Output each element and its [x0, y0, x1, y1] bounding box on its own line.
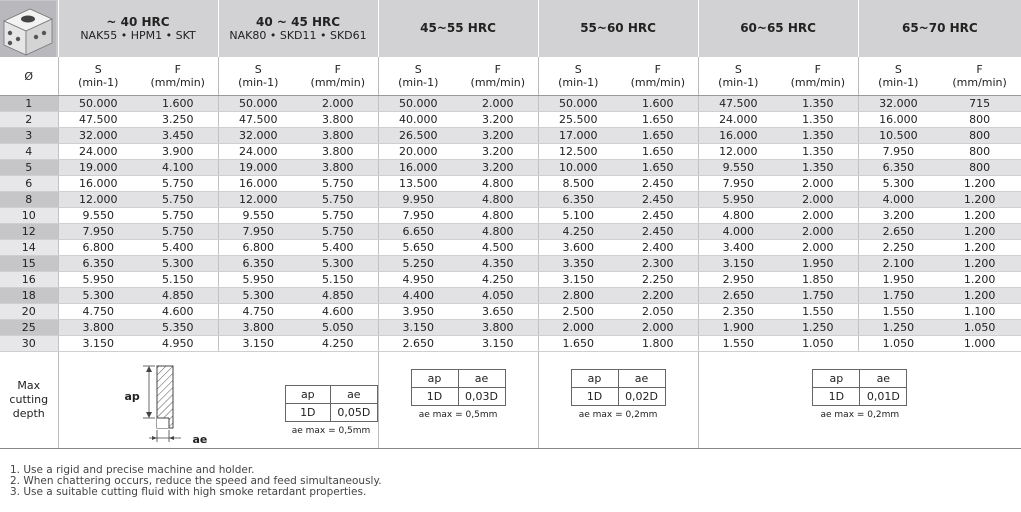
feed-cell: 3.200: [458, 144, 538, 160]
speed-cell: 4.250: [538, 224, 618, 240]
speed-cell: 3.800: [58, 320, 138, 336]
depth-spec-table: ap ae 1D 0,02D: [571, 369, 666, 406]
feed-cell: 4.100: [138, 160, 218, 176]
table-row: [0, 112, 1021, 128]
speed-cell: 5.300: [218, 288, 298, 304]
diameter-cell: 18: [0, 288, 58, 304]
feed-cell: 2.450: [618, 224, 698, 240]
note-1: 1. Use a rigid and precise machine and holder.: [10, 464, 255, 476]
speed-cell: 10.500: [858, 128, 938, 144]
feed-cell: 2.450: [618, 192, 698, 208]
feed-cell: 3.800: [298, 144, 378, 160]
diameter-cell: 8: [0, 192, 58, 208]
feed-cell: 2.250: [618, 272, 698, 288]
feed-cell: 1.350: [778, 144, 858, 160]
speed-cell: 26.500: [378, 128, 458, 144]
table-row: [0, 144, 1021, 160]
feed-cell: 4.500: [458, 240, 538, 256]
feed-cell: 4.800: [458, 224, 538, 240]
feed-column-header: F (mm/min): [618, 57, 698, 96]
speed-cell: 50.000: [378, 96, 458, 112]
feed-cell: 1.200: [938, 224, 1021, 240]
feed-cell: 5.750: [138, 224, 218, 240]
diameter-cell: 30: [0, 336, 58, 352]
feed-cell: 3.900: [138, 144, 218, 160]
feed-cell: 4.600: [138, 304, 218, 320]
speed-cell: 1.750: [858, 288, 938, 304]
feed-cell: 4.800: [458, 208, 538, 224]
speed-column-header: S (min-1): [58, 57, 138, 96]
feed-cell: 5.150: [138, 272, 218, 288]
feed-cell: 5.750: [298, 224, 378, 240]
speed-column-header: S (min-1): [698, 57, 778, 96]
table-row: [0, 208, 1021, 224]
speed-cell: 24.000: [58, 144, 138, 160]
speed-cell: 10.000: [538, 160, 618, 176]
speed-cell: 19.000: [58, 160, 138, 176]
speed-cell: 5.300: [58, 288, 138, 304]
ae-max-note: ae max = 0,2mm: [820, 409, 900, 420]
feed-cell: 1.050: [778, 336, 858, 352]
speed-cell: 2.100: [858, 256, 938, 272]
speed-cell: 3.150: [218, 336, 298, 352]
speed-column-header: S (min-1): [378, 57, 458, 96]
speed-cell: 2.500: [538, 304, 618, 320]
feed-cell: 4.250: [458, 272, 538, 288]
diameter-cell: 1: [0, 96, 58, 112]
feed-cell: 1.600: [618, 96, 698, 112]
speed-cell: 4.750: [58, 304, 138, 320]
speed-cell: 7.950: [698, 176, 778, 192]
feed-cell: 2.000: [618, 320, 698, 336]
speed-column-header: S (min-1): [218, 57, 298, 96]
depth-spec-3: [539, 369, 698, 422]
feed-cell: 2.050: [618, 304, 698, 320]
feed-cell: 1.200: [938, 256, 1021, 272]
speed-cell: 32.000: [218, 128, 298, 144]
speed-cell: 9.950: [378, 192, 458, 208]
feed-column-header: F (mm/min): [458, 57, 538, 96]
group-header-2: 40 ~ 45 HRC NAK80 • SKD11 • SKD61: [218, 0, 378, 57]
feed-cell: 5.750: [298, 192, 378, 208]
group-header-6: 65~70 HRC: [858, 0, 1021, 57]
diagram-ae-label: ae: [192, 433, 208, 446]
feed-cell: 5.050: [298, 320, 378, 336]
speed-cell: 12.000: [218, 192, 298, 208]
speed-cell: 3.150: [58, 336, 138, 352]
speed-cell: 47.500: [218, 112, 298, 128]
speed-cell: 2.650: [858, 224, 938, 240]
diagram-ap-label: ap: [124, 390, 140, 403]
feed-cell: 2.200: [618, 288, 698, 304]
speed-cell: 6.350: [218, 256, 298, 272]
feed-cell: 2.400: [618, 240, 698, 256]
depth-spec-4: [699, 369, 1021, 422]
feed-cell: 2.000: [778, 176, 858, 192]
group-header-3: 45~55 HRC: [378, 0, 538, 57]
table-row: [0, 336, 1021, 352]
speed-cell: 1.650: [538, 336, 618, 352]
speed-cell: 7.950: [218, 224, 298, 240]
speed-cell: 6.350: [538, 192, 618, 208]
speed-cell: 1.550: [858, 304, 938, 320]
speed-cell: 2.350: [698, 304, 778, 320]
diameter-cell: 5: [0, 160, 58, 176]
speed-cell: 3.800: [218, 320, 298, 336]
diameter-cell: 10: [0, 208, 58, 224]
diameter-cell: 16: [0, 272, 58, 288]
speed-cell: 2.250: [858, 240, 938, 256]
feed-cell: 3.650: [458, 304, 538, 320]
feed-cell: 715: [938, 96, 1021, 112]
speed-cell: 32.000: [58, 128, 138, 144]
speed-cell: 3.150: [698, 256, 778, 272]
note-2: 2. When chattering occurs, reduce the speed and feed simultaneously.: [10, 475, 382, 487]
feed-cell: 1.100: [938, 304, 1021, 320]
speed-cell: 16.000: [858, 112, 938, 128]
speed-cell: 4.000: [858, 192, 938, 208]
speed-cell: 1.550: [698, 336, 778, 352]
speed-cell: 12.000: [698, 144, 778, 160]
feed-cell: 1.200: [938, 288, 1021, 304]
speed-cell: 1.900: [698, 320, 778, 336]
feed-cell: 4.600: [298, 304, 378, 320]
feed-cell: 1.200: [938, 272, 1021, 288]
speed-cell: 1.250: [858, 320, 938, 336]
cutting-depth-cell-4: [698, 352, 1021, 449]
feed-cell: 3.800: [298, 112, 378, 128]
speed-cell: 20.000: [378, 144, 458, 160]
feed-cell: 3.800: [298, 128, 378, 144]
feed-cell: 5.750: [138, 192, 218, 208]
feed-cell: 4.050: [458, 288, 538, 304]
feed-cell: 5.400: [298, 240, 378, 256]
feed-cell: 4.350: [458, 256, 538, 272]
feed-cell: 4.800: [458, 192, 538, 208]
feed-cell: 4.800: [458, 176, 538, 192]
feed-cell: 1.650: [618, 160, 698, 176]
feed-cell: 1.850: [778, 272, 858, 288]
cutting-depth-cell-2: [378, 352, 538, 449]
speed-cell: 5.950: [58, 272, 138, 288]
table-row: [0, 96, 1021, 112]
speed-cell: 2.000: [538, 320, 618, 336]
speed-cell: 50.000: [218, 96, 298, 112]
speed-cell: 5.950: [218, 272, 298, 288]
feed-cell: 1.350: [778, 96, 858, 112]
speed-cell: 12.000: [58, 192, 138, 208]
speed-cell: 6.650: [378, 224, 458, 240]
table-row: [0, 240, 1021, 256]
ae-max-note: ae max = 0,5mm: [418, 409, 498, 420]
feed-column-header: F (mm/min): [138, 57, 218, 96]
speed-cell: 7.950: [58, 224, 138, 240]
feed-column-header: F (mm/min): [298, 57, 378, 96]
feed-cell: 2.000: [778, 192, 858, 208]
feed-cell: 800: [938, 128, 1021, 144]
feed-cell: 1.650: [618, 128, 698, 144]
table-row: [0, 288, 1021, 304]
feed-cell: 2.450: [618, 208, 698, 224]
feed-cell: 1.350: [778, 160, 858, 176]
speed-cell: 7.950: [858, 144, 938, 160]
feed-cell: 1.050: [938, 320, 1021, 336]
feed-cell: 2.450: [618, 176, 698, 192]
feed-cell: 5.750: [138, 208, 218, 224]
speed-cell: 3.150: [538, 272, 618, 288]
cutting-depth-cell-3: [538, 352, 698, 449]
speed-cell: 32.000: [858, 96, 938, 112]
speed-cell: 16.000: [698, 128, 778, 144]
feed-cell: 800: [938, 112, 1021, 128]
speed-cell: 24.000: [218, 144, 298, 160]
table-row: [0, 192, 1021, 208]
table-row: [0, 256, 1021, 272]
speed-cell: 1.950: [858, 272, 938, 288]
feed-cell: 2.000: [298, 96, 378, 112]
feed-cell: 2.000: [778, 208, 858, 224]
speed-cell: 13.500: [378, 176, 458, 192]
feed-cell: 1.200: [938, 176, 1021, 192]
speed-cell: 5.650: [378, 240, 458, 256]
group-header-5: 60~65 HRC: [698, 0, 858, 57]
speed-cell: 6.350: [858, 160, 938, 176]
workpiece-cube-icon: [0, 1, 56, 57]
speed-cell: 2.800: [538, 288, 618, 304]
speed-column-header: S (min-1): [538, 57, 618, 96]
feed-cell: 5.150: [298, 272, 378, 288]
depth-spec-2: [379, 369, 538, 422]
usage-notes: [10, 465, 382, 498]
feed-cell: 2.000: [458, 96, 538, 112]
feed-cell: 5.300: [138, 256, 218, 272]
speed-cell: 3.400: [698, 240, 778, 256]
speed-cell: 5.950: [698, 192, 778, 208]
table-row: [0, 320, 1021, 336]
feed-cell: 1.250: [778, 320, 858, 336]
table-row: [0, 224, 1021, 240]
logo-cell: [0, 0, 58, 57]
speed-cell: 4.750: [218, 304, 298, 320]
feed-cell: 1.350: [778, 112, 858, 128]
speed-cell: 8.500: [538, 176, 618, 192]
depth-spec-1: [285, 385, 378, 438]
feed-cell: 5.750: [298, 176, 378, 192]
feed-cell: 5.300: [298, 256, 378, 272]
speed-cell: 5.300: [858, 176, 938, 192]
group-header-1: ~ 40 HRC NAK55 • HPM1 • SKT: [58, 0, 218, 57]
speed-cell: 2.650: [698, 288, 778, 304]
speed-cell: 9.550: [58, 208, 138, 224]
table-row: [0, 176, 1021, 192]
feed-cell: 1.800: [618, 336, 698, 352]
speed-cell: 4.400: [378, 288, 458, 304]
speed-cell: 47.500: [698, 96, 778, 112]
max-cutting-depth-label: Max cutting depth: [0, 352, 58, 449]
diameter-cell: 2: [0, 112, 58, 128]
hardness-header-row: [0, 0, 1021, 57]
feed-cell: 1.750: [778, 288, 858, 304]
speed-column-header: S (min-1): [858, 57, 938, 96]
depth-spec-table: ap ae 1D 0,05D: [285, 385, 378, 422]
speed-cell: 5.100: [538, 208, 618, 224]
feed-cell: 3.800: [298, 160, 378, 176]
speed-cell: 3.200: [858, 208, 938, 224]
feed-cell: 3.800: [458, 320, 538, 336]
speed-cell: 7.950: [378, 208, 458, 224]
feed-cell: 1.200: [938, 240, 1021, 256]
speed-cell: 16.000: [378, 160, 458, 176]
speed-cell: 50.000: [538, 96, 618, 112]
group-header-4: 55~60 HRC: [538, 0, 698, 57]
speed-cell: 17.000: [538, 128, 618, 144]
speed-cell: 12.500: [538, 144, 618, 160]
feed-cell: 4.950: [138, 336, 218, 352]
speed-cell: 50.000: [58, 96, 138, 112]
note-3: 3. Use a suitable cutting fluid with high smoke retardant properties.: [10, 486, 367, 498]
speed-cell: 24.000: [698, 112, 778, 128]
feed-cell: 1.200: [938, 192, 1021, 208]
feed-cell: 1.200: [938, 208, 1021, 224]
speed-cell: 19.000: [218, 160, 298, 176]
unit-header-row: [0, 57, 1021, 96]
speed-cell: 2.650: [378, 336, 458, 352]
feed-column-header: F (mm/min): [938, 57, 1021, 96]
speed-cell: 16.000: [58, 176, 138, 192]
diameter-cell: 12: [0, 224, 58, 240]
diameter-cell: 15: [0, 256, 58, 272]
feed-cell: 1.550: [778, 304, 858, 320]
speed-cell: 3.600: [538, 240, 618, 256]
feed-cell: 2.300: [618, 256, 698, 272]
feed-cell: 3.200: [458, 128, 538, 144]
feed-cell: 1.350: [778, 128, 858, 144]
speed-cell: 4.800: [698, 208, 778, 224]
data-body: [0, 96, 1021, 352]
diameter-cell: 3: [0, 128, 58, 144]
feed-cell: 5.400: [138, 240, 218, 256]
speed-cell: 9.550: [698, 160, 778, 176]
feed-cell: 2.000: [778, 224, 858, 240]
feed-cell: 1.950: [778, 256, 858, 272]
diameter-cell: 14: [0, 240, 58, 256]
feed-column-header: F (mm/min): [778, 57, 858, 96]
speed-cell: 6.800: [58, 240, 138, 256]
speed-cell: 1.050: [858, 336, 938, 352]
speed-cell: 6.350: [58, 256, 138, 272]
table-row: [0, 128, 1021, 144]
diameter-cell: 4: [0, 144, 58, 160]
feed-cell: 1.600: [138, 96, 218, 112]
feed-cell: 3.150: [458, 336, 538, 352]
feed-cell: 1.650: [618, 144, 698, 160]
speed-cell: 4.000: [698, 224, 778, 240]
table-row: [0, 304, 1021, 320]
ae-max-note: ae max = 0,2mm: [578, 409, 658, 420]
feed-cell: 4.850: [298, 288, 378, 304]
feed-cell: 4.250: [298, 336, 378, 352]
feed-cell: 4.850: [138, 288, 218, 304]
diameter-header: Ø: [0, 57, 58, 96]
table-row: [0, 160, 1021, 176]
speed-cell: 3.350: [538, 256, 618, 272]
speed-cell: 2.950: [698, 272, 778, 288]
max-cutting-depth-row: [0, 352, 1021, 449]
feed-cell: 3.450: [138, 128, 218, 144]
feed-cell: 3.200: [458, 112, 538, 128]
speed-cell: 3.150: [378, 320, 458, 336]
feed-cell: 1.000: [938, 336, 1021, 352]
feed-cell: 1.650: [618, 112, 698, 128]
feed-cell: 2.000: [778, 240, 858, 256]
ae-max-note: ae max = 0,5mm: [291, 426, 371, 436]
feed-cell: 800: [938, 144, 1021, 160]
depth-spec-table: ap ae 1D 0,03D: [411, 369, 506, 406]
diameter-cell: 25: [0, 320, 58, 336]
table-row: [0, 272, 1021, 288]
cutting-depth-cell-1: [58, 352, 378, 449]
speed-cell: 25.500: [538, 112, 618, 128]
speed-cell: 47.500: [58, 112, 138, 128]
diameter-cell: 20: [0, 304, 58, 320]
feed-cell: 800: [938, 160, 1021, 176]
feed-cell: 3.250: [138, 112, 218, 128]
speed-cell: 5.250: [378, 256, 458, 272]
speed-cell: 40.000: [378, 112, 458, 128]
speed-cell: 9.550: [218, 208, 298, 224]
feed-cell: 5.350: [138, 320, 218, 336]
diameter-cell: 6: [0, 176, 58, 192]
speed-cell: 6.800: [218, 240, 298, 256]
feed-cell: 5.750: [138, 176, 218, 192]
depth-spec-table: ap ae 1D 0,01D: [812, 369, 907, 406]
feed-cell: 3.200: [458, 160, 538, 176]
speed-cell: 3.950: [378, 304, 458, 320]
feed-cell: 5.750: [298, 208, 378, 224]
speed-cell: 4.950: [378, 272, 458, 288]
speed-cell: 16.000: [218, 176, 298, 192]
